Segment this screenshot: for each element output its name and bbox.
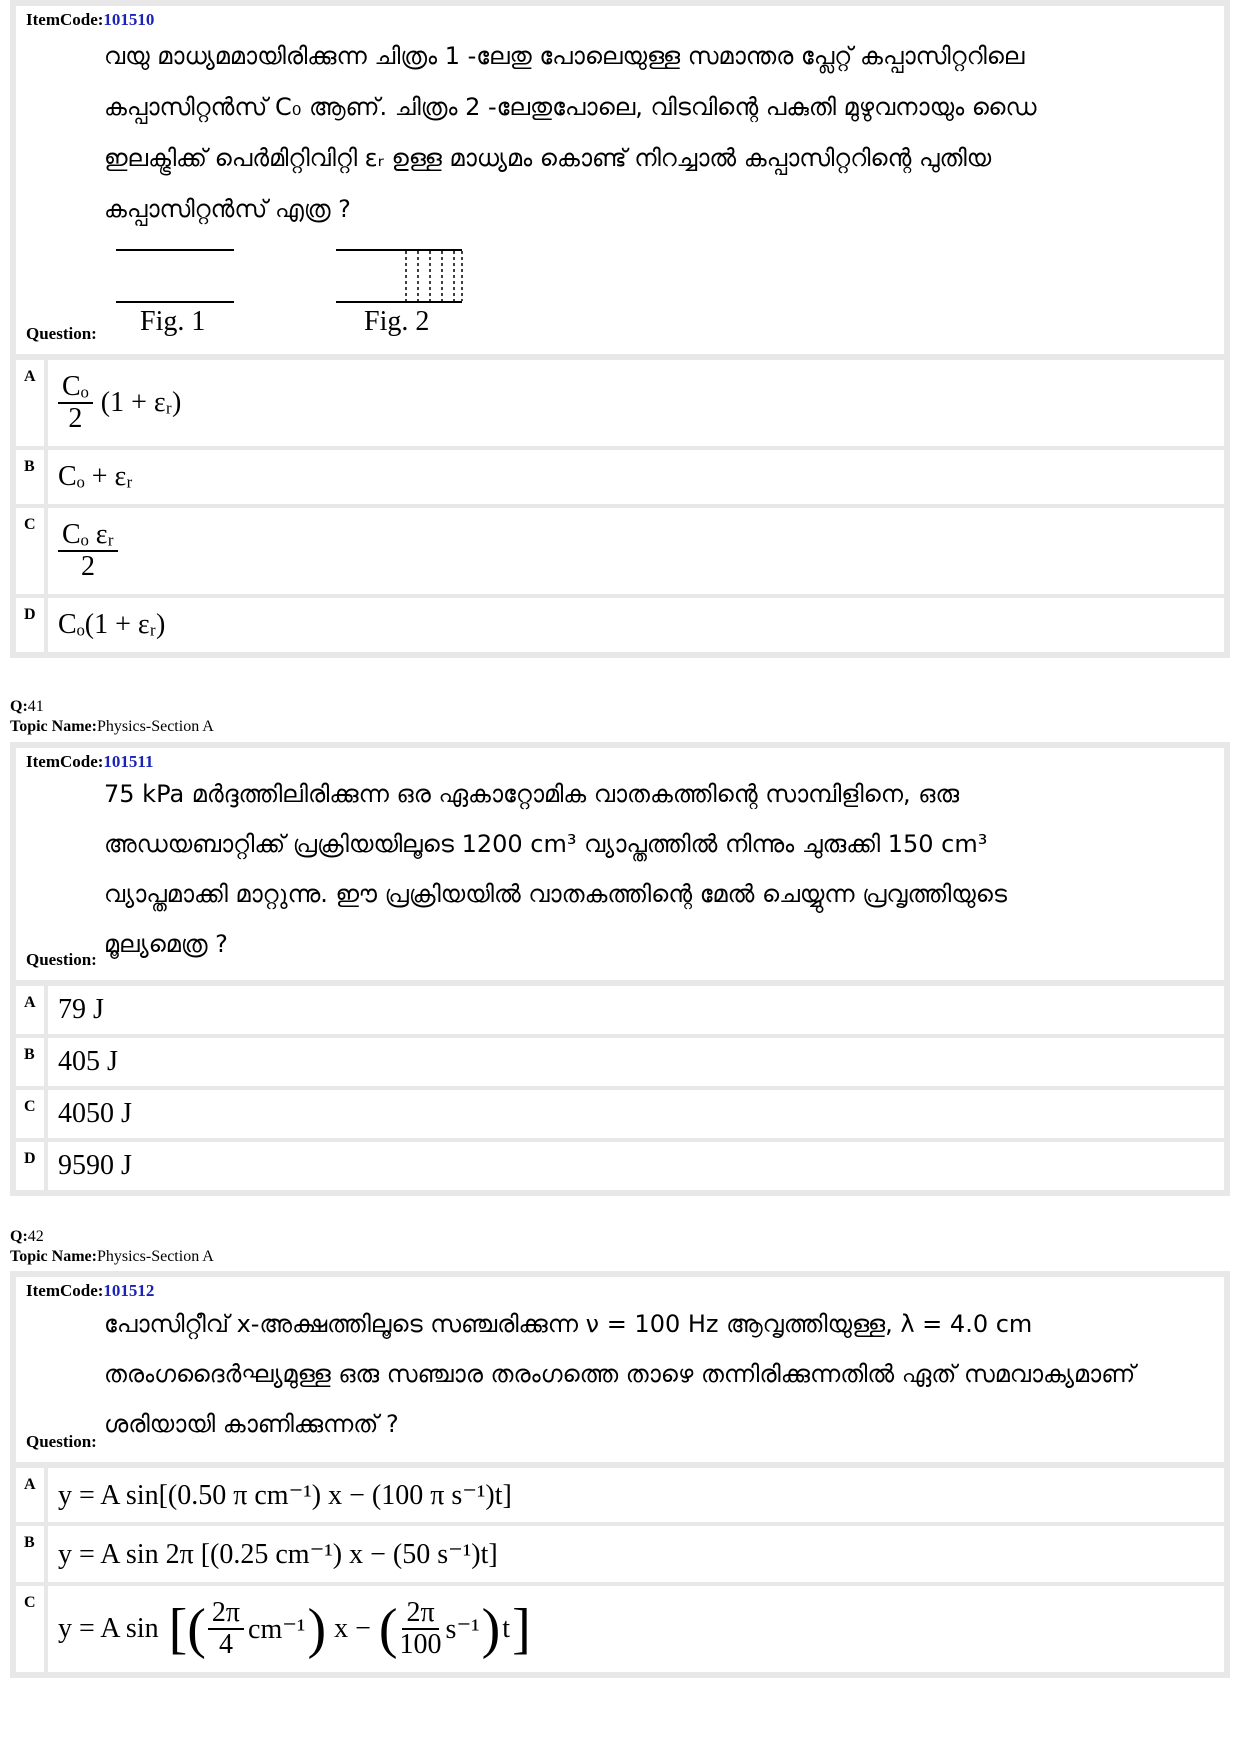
- option-letter: A: [16, 1468, 44, 1522]
- item-code-label: ItemCode:: [26, 1281, 104, 1300]
- fraction-denominator: 2: [80, 551, 95, 582]
- close-paren: ): [481, 1598, 501, 1660]
- option-b[interactable]: [16, 1038, 1224, 1086]
- option-d[interactable]: [16, 1142, 1224, 1190]
- question-line: പോസിറ്റീവ് x-അക്ഷത്തിലൂടെ സഞ്ചരിക്കുന്ന ν = 100 Hz ആവൃത്തിയുള്ള, λ = 4.0 cm: [104, 1310, 1033, 1338]
- question-line: 75 kPa മർദ്ദത്തിലിരിക്കുന്ന ഒര ഏകാറ്റോമിക വാതകത്തിന്റെ സാമ്പിളിനെ, ഒരു: [104, 780, 960, 808]
- option-b[interactable]: [16, 450, 1224, 504]
- item-code: [26, 10, 154, 30]
- option-letter: B: [16, 1038, 44, 1086]
- option-value: [48, 1586, 1224, 1672]
- fraction-numerator: 2π: [402, 1598, 438, 1630]
- question-line: കപ്പാസിറ്റൻസ് C₀ ആണ്. ചിത്രം 2 -ലേതുപോലെ, വിടവിന്റെ പകുതി മുഴുവനായും ഡൈ: [104, 93, 1037, 121]
- unit-1: cm⁻¹: [248, 1614, 306, 1645]
- fraction-denominator: 4: [218, 1629, 233, 1660]
- option-d[interactable]: [16, 598, 1224, 652]
- fraction-denominator: 100: [399, 1629, 442, 1660]
- option-value: [48, 508, 1224, 594]
- question-line: മൂല്യമെത്ര ?: [104, 930, 228, 958]
- option-a[interactable]: [16, 360, 1224, 446]
- option-c[interactable]: [16, 508, 1224, 594]
- capacitor-figures: [116, 246, 476, 306]
- option-letter: D: [16, 598, 44, 652]
- question-text: [104, 1299, 1212, 1449]
- fraction: [58, 372, 93, 434]
- item-code-value: 101512: [103, 1281, 155, 1300]
- fraction: [400, 1598, 442, 1660]
- fraction-numerator: Cₒ εᵣ: [58, 520, 118, 552]
- close-paren: ): [307, 1598, 327, 1660]
- question-panel: [16, 6, 1224, 354]
- question-text: [104, 31, 1212, 235]
- fig-2-label: Fig. 2: [364, 306, 430, 337]
- question-panel: [16, 748, 1224, 980]
- option-letter: C: [16, 1090, 44, 1138]
- q-number: 42: [27, 1228, 44, 1245]
- fig-1-label: Fig. 1: [140, 306, 206, 337]
- question-line: ഇലക്ട്രിക്ക് പെർമിറ്റിവിറ്റി εᵣ ഉള്ള മാധ്യമം കൊണ്ട് നിറച്ചാൽ കപ്പാസിറ്ററിന്റെ പുതിയ: [104, 144, 992, 172]
- option-value: 79 J: [48, 986, 1224, 1034]
- question-meta-42: [10, 1227, 214, 1267]
- option-letter: B: [16, 1526, 44, 1582]
- item-code-value: 101510: [103, 10, 155, 29]
- question-line: അഡയബാറ്റിക്ക് പ്രക്രിയയിലൂടെ 1200 cm³ വ്യാപ്തത്തിൽ നിന്നും ചുരുക്കി 150 cm³: [104, 830, 988, 858]
- topic-label: Topic Name:: [10, 718, 97, 735]
- question-label: Question:: [26, 324, 97, 343]
- question-line: തരംഗദൈർഘ്യമുള്ള ഒരു സഞ്ചാര തരംഗത്തെ താഴെ തന്നിരിക്കുന്നതിൽ ഏത് സമവാക്യമാണ്: [104, 1360, 1136, 1388]
- option-c[interactable]: [16, 1586, 1224, 1672]
- topic-label: Topic Name:: [10, 1248, 97, 1265]
- option-letter: D: [16, 1142, 44, 1190]
- option-rest: (1 + εᵣ): [100, 387, 182, 418]
- option-value: Cₒ(1 + εᵣ): [48, 598, 1224, 652]
- question-line: വയു മാധ്യമമായിരിക്കുന്ന ചിത്രം 1 -ലേതു പോലെയുള്ള സമാന്തര പ്ലേറ്റ് കപ്പാസിറ്ററിലെ: [104, 42, 1025, 70]
- question-line: കപ്പാസിറ്റൻസ് എത്ര ?: [104, 195, 351, 223]
- option-b[interactable]: [16, 1526, 1224, 1582]
- unit-2: s⁻¹: [445, 1614, 480, 1645]
- topic-name: Physics-Section A: [96, 1248, 214, 1265]
- item-code-label: ItemCode:: [26, 10, 104, 29]
- question-line: ശരിയായി കാണിക്കുന്നത് ?: [104, 1410, 399, 1438]
- fraction: [208, 1598, 244, 1660]
- option-a[interactable]: [16, 1468, 1224, 1522]
- option-letter: C: [16, 1586, 44, 1672]
- question-panel: [16, 1277, 1224, 1462]
- eq-middle: x −: [334, 1613, 371, 1644]
- item-code: [26, 1281, 154, 1301]
- item-code-label: ItemCode:: [26, 752, 104, 771]
- option-c[interactable]: [16, 1090, 1224, 1138]
- option-letter: A: [16, 360, 44, 446]
- q-label: Q:: [10, 698, 28, 715]
- open-bracket: [(: [168, 1598, 206, 1660]
- fig2-dielectric: [406, 251, 462, 301]
- close-bracket: ]: [512, 1598, 531, 1660]
- question-meta-41: [10, 697, 214, 737]
- option-a[interactable]: [16, 986, 1224, 1034]
- question-line: വ്യാപ്തമാക്കി മാറ്റുന്നു. ഈ പ്രക്രിയയിൽ വാതകത്തിന്റെ മേൽ ചെയ്യുന്ന പ്രവൃത്തിയുടെ: [104, 880, 1007, 908]
- option-letter: C: [16, 508, 44, 594]
- fraction: [58, 520, 118, 582]
- option-letter: A: [16, 986, 44, 1034]
- open-paren: (: [378, 1598, 398, 1660]
- eq-prefix: y = A sin: [58, 1613, 159, 1644]
- option-value: 9590 J: [48, 1142, 1224, 1190]
- q-number: 41: [27, 698, 44, 715]
- fraction-denominator: 2: [68, 403, 83, 434]
- fraction-numerator: Cₒ: [58, 372, 93, 404]
- q-label: Q:: [10, 1228, 28, 1245]
- topic-name: Physics-Section A: [96, 718, 214, 735]
- option-value: 4050 J: [48, 1090, 1224, 1138]
- option-value: [48, 360, 1224, 446]
- option-value: Cₒ + εᵣ: [48, 450, 1224, 504]
- question-block-1: [10, 0, 1230, 658]
- option-value: y = A sin 2π [(0.25 cm⁻¹) x − (50 s⁻¹)t]: [48, 1526, 1224, 1582]
- question-block-41: [10, 742, 1230, 1196]
- question-text: [104, 769, 1212, 969]
- question-label: Question:: [26, 1432, 97, 1451]
- option-value: 405 J: [48, 1038, 1224, 1086]
- item-code-value: 101511: [103, 752, 154, 771]
- eq-suffix: t: [502, 1613, 511, 1644]
- option-value: y = A sin[(0.50 π cm⁻¹) x − (100 π s⁻¹)t]: [48, 1468, 1224, 1522]
- question-label: Question:: [26, 950, 97, 969]
- question-block-42: [10, 1271, 1230, 1678]
- fraction-numerator: 2π: [208, 1598, 244, 1630]
- option-letter: B: [16, 450, 44, 504]
